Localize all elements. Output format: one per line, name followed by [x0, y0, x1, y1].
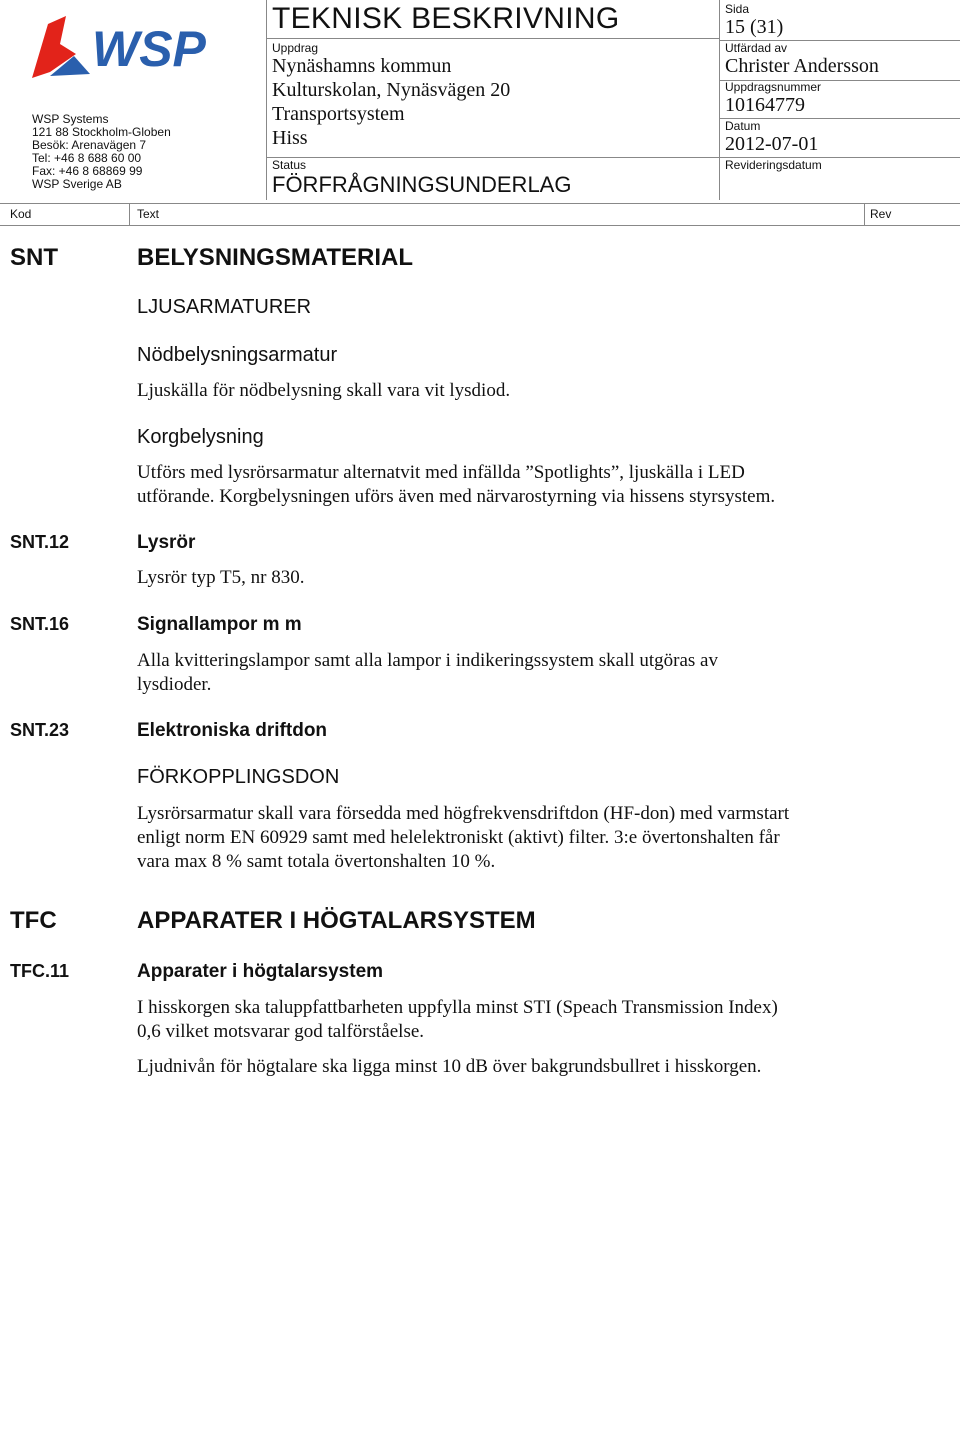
column-rev: Rev — [870, 207, 892, 221]
uppdrag-line: Hiss — [272, 127, 308, 149]
header-divider — [266, 0, 267, 200]
section-code: TFC — [10, 907, 57, 934]
paragraph-line: utförande. Korgbelysningen uförs även med närvarostyrning via hissens styrsystem. — [137, 486, 776, 507]
company-line: Fax: +46 8 68869 99 — [32, 164, 143, 178]
header-divider — [719, 0, 720, 200]
column-text: Text — [137, 207, 160, 221]
sida-label: Sida — [725, 2, 750, 16]
paragraph — [137, 649, 857, 697]
section-code: SNT.23 — [10, 720, 70, 740]
paragraph-line: I hisskorgen ska taluppfattbarheten uppfylla minst STI (Speach Transmission Index) — [137, 997, 778, 1018]
company-line: Besök: Arenavägen 7 — [32, 138, 147, 152]
header-divider — [266, 38, 719, 39]
company-line: 121 88 Stockholm-Globen — [32, 125, 171, 139]
revideringsdatum-label: Revideringsdatum — [725, 158, 822, 172]
section-code: SNT — [10, 244, 58, 271]
paragraph — [137, 802, 857, 874]
uppdrag-line: Transportsystem — [272, 103, 405, 125]
column-header-top-rule — [0, 203, 960, 204]
uppdrag-line: Nynäshamns kommun — [272, 55, 452, 77]
paragraph: Ljuskälla för nödbelysning skall vara vit lysdiod. — [137, 380, 511, 401]
document-title: TEKNISK BESKRIVNING — [272, 2, 620, 35]
column-header-bottom-rule — [0, 225, 960, 226]
section-title: Elektroniska driftdon — [137, 720, 328, 741]
section-title: Lysrör — [137, 532, 196, 553]
section-code: SNT.16 — [10, 614, 70, 634]
paragraph — [137, 996, 857, 1044]
subsection-heading: Nödbelysningsarmatur — [137, 344, 338, 366]
column-divider — [864, 203, 865, 226]
uppdrag-value — [272, 54, 510, 150]
sida-value: 15 (31) — [725, 16, 784, 38]
paragraph-line: 0,6 vilket motsvarar god talförståelse. — [137, 1021, 425, 1042]
paragraph-line: Alla kvitteringslampor samt alla lampor i indikeringssystem skall utgöras av — [137, 650, 718, 671]
section-title: Signallampor m m — [137, 614, 302, 635]
status-value: FÖRFRÅGNINGSUNDERLAG — [272, 172, 572, 197]
subsection-heading: LJUSARMATURER — [137, 296, 312, 318]
paragraph-line: Lysrörsarmatur skall vara försedda med högfrekvensdriftdon (HF-don) med varmstart — [137, 803, 790, 824]
section-title: BELYSNINGSMATERIAL — [137, 244, 414, 271]
paragraph-line: Utförs med lysrörsarmatur alternatvit med infällda ”Spotlights”, ljuskälla i LED — [137, 462, 745, 483]
section-code: SNT.12 — [10, 532, 70, 552]
company-address — [32, 113, 171, 191]
header-divider — [266, 157, 719, 158]
paragraph — [137, 461, 857, 509]
company-line: WSP Systems — [32, 112, 109, 126]
paragraph-line: enligt norm EN 60929 samt med helelektroniskt (aktivt) filter. 3:e övertonshalten får — [137, 827, 780, 848]
uppdrag-line: Kulturskolan, Nynäsvägen 20 — [272, 79, 511, 101]
column-divider — [129, 203, 130, 226]
uppdragsnummer-label: Uppdragsnummer — [725, 80, 822, 94]
company-line: WSP Sverige AB — [32, 177, 122, 191]
section-title: Apparater i högtalarsystem — [137, 961, 384, 982]
section-title: APPARATER I HÖGTALARSYSTEM — [137, 907, 536, 934]
subsection-heading: Korgbelysning — [137, 426, 264, 448]
datum-label: Datum — [725, 119, 761, 133]
wsp-logo — [30, 14, 225, 84]
column-kod: Kod — [10, 207, 32, 221]
paragraph: Ljudnivån för högtalare ska ligga minst 10 dB över bakgrundsbullret i hisskorgen. — [137, 1056, 762, 1077]
subsection-heading: FÖRKOPPLINGSDON — [137, 766, 340, 788]
document-header — [0, 0, 960, 203]
section-code: TFC.11 — [10, 961, 70, 981]
paragraph-line: lysdioder. — [137, 674, 212, 695]
status-label: Status — [272, 158, 307, 172]
paragraph-line: vara max 8 % samt totala övertonshalten 10 %. — [137, 851, 496, 872]
utfardad-value: Christer Andersson — [725, 55, 879, 77]
paragraph: Lysrör typ T5, nr 830. — [137, 567, 305, 588]
company-line: Tel: +46 8 688 60 00 — [32, 151, 142, 165]
utfardad-label: Utfärdad av — [725, 41, 788, 55]
uppdrag-label: Uppdrag — [272, 41, 319, 55]
uppdragsnummer-value: 10164779 — [725, 94, 805, 116]
logo-brand-text: WSP — [92, 21, 206, 77]
datum-value: 2012-07-01 — [725, 133, 819, 155]
